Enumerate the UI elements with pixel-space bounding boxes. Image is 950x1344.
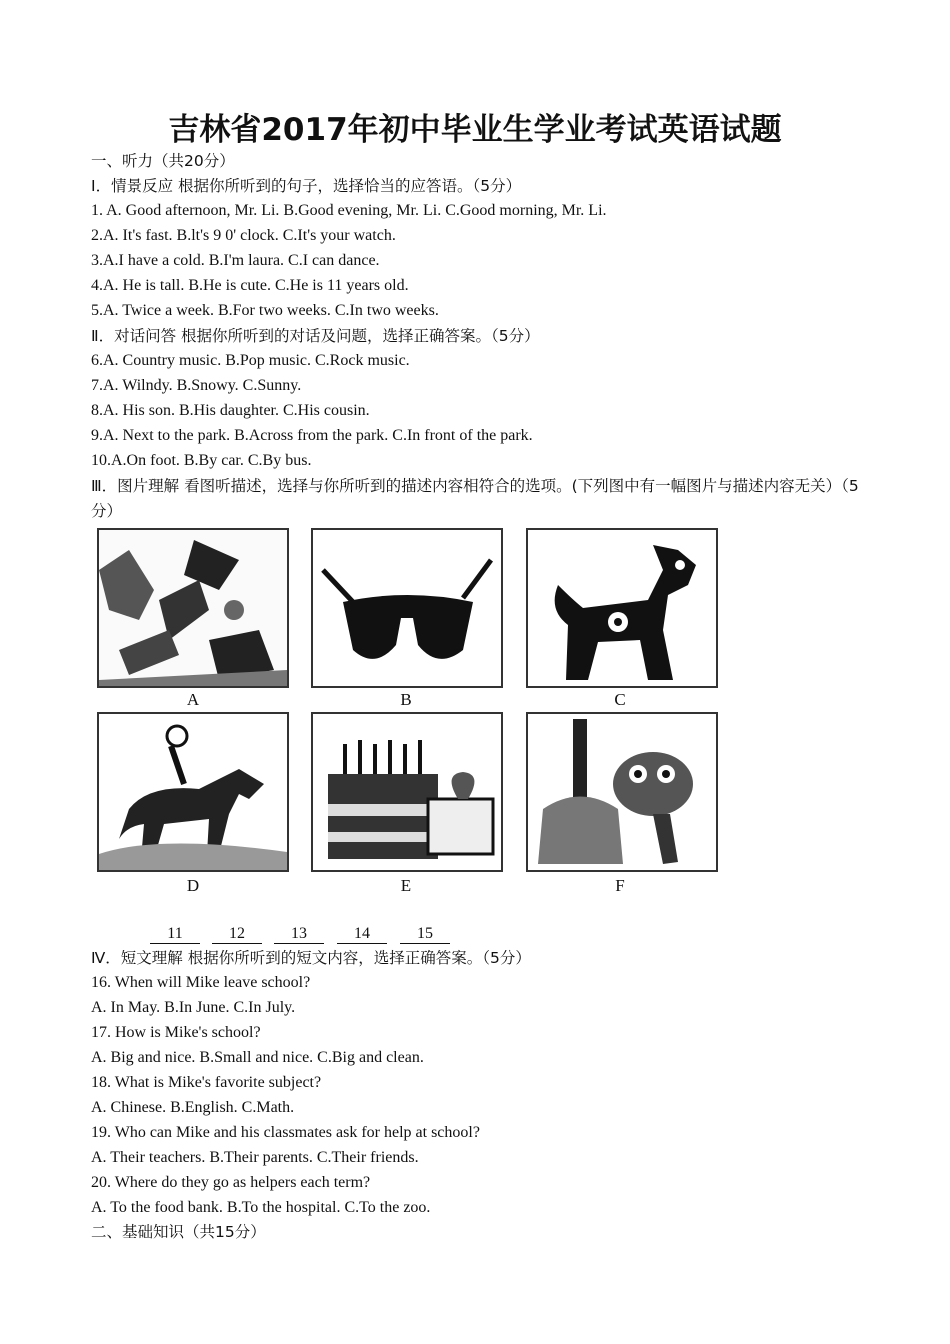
sunglasses-icon [313, 530, 501, 686]
question-9: 9.A. Next to the park. B.Across from the park. C.In front of the park. [91, 427, 533, 444]
answer-blank-11[interactable]: 11 [150, 924, 200, 944]
picture-d [97, 712, 289, 872]
answer-options-19: A. Their teachers. B.Their parents. C.Their friends. [91, 1149, 419, 1166]
part2-heading: Ⅱ．对话问答 根据你所听到的对话及问题，选择正确答案。（5分） [91, 327, 540, 345]
question-19: 19. Who can Mike and his classmates ask for help at school? [91, 1124, 480, 1141]
answer-options-16: A. In May. B.In June. C.In July. [91, 999, 296, 1016]
guitar-cat-icon [528, 714, 716, 870]
question-8: 8.A. His son. B.His daughter. C.His cousin. [91, 402, 370, 419]
picture-label-c: C [614, 690, 626, 709]
picture-e [311, 712, 503, 872]
picture-label-e: E [400, 876, 412, 895]
question-1: 1. A. Good afternoon, Mr. Li. B.Good evening, Mr. Li. C.Good morning, Mr. Li. [91, 202, 607, 219]
picture-a [97, 528, 289, 688]
question-10: 10.A.On foot. B.By car. C.By bus. [91, 452, 312, 469]
question-2: 2.A. It's fast. B.lt's 9 0' clock. C.It's your watch. [91, 227, 396, 244]
question-16: 16. When will Mike leave school? [91, 974, 311, 991]
question-7: 7.A. Wilndy. B.Snowy. C.Sunny. [91, 377, 302, 394]
picture-f [526, 712, 718, 872]
question-3: 3.A.I have a cold. B.I'm laura. C.I can dance. [91, 252, 380, 269]
question-18: 18. What is Mike's favorite subject? [91, 1074, 322, 1091]
question-17: 17. How is Mike's school? [91, 1024, 261, 1041]
answer-blank-14[interactable]: 14 [337, 924, 387, 944]
part3-heading: Ⅲ．图片理解 看图听描述，选择与你所听到的描述内容相符合的选项。(下列图中有一幅图片与描述内容无关）（5分） [91, 477, 859, 520]
question-20: 20. Where do they go as helpers each term? [91, 1174, 371, 1191]
birthday-cake-icon [313, 714, 501, 870]
answer-options-20: A. To the food bank. B.To the hospital. C.To the zoo. [91, 1199, 431, 1216]
picture-c [526, 528, 718, 688]
picture-label-d: D [186, 876, 200, 895]
section-heading-basics: 二、基础知识（共15分） [91, 1223, 266, 1241]
page-title: 吉林省2017年初中毕业生学业考试英语试题 [168, 112, 782, 148]
section-heading-listening: 一、听力（共20分） [91, 152, 235, 170]
part4-heading: Ⅳ．短文理解 根据你所听到的短文内容，选择正确答案。（5分） [91, 949, 531, 967]
dog-icon [528, 530, 716, 686]
question-6: 6.A. Country music. B.Pop music. C.Rock music. [91, 352, 410, 369]
part1-heading: I．情景反应 根据你所听到的句子，选择恰当的应答语。（5分） [91, 177, 522, 195]
horse-rider-icon [99, 714, 287, 870]
robot-crash-icon [99, 530, 287, 686]
picture-b [311, 528, 503, 688]
picture-label-f: F [615, 876, 625, 895]
answer-options-17: A. Big and nice. B.Small and nice. C.Big and clean. [91, 1049, 424, 1066]
answer-blank-15[interactable]: 15 [400, 924, 450, 944]
answer-options-18: A. Chinese. B.English. C.Math. [91, 1099, 295, 1116]
question-4: 4.A. He is tall. B.He is cute. C.He is 11 years old. [91, 277, 409, 294]
question-5: 5.A. Twice a week. B.For two weeks. C.In two weeks. [91, 302, 439, 319]
answer-blank-13[interactable]: 13 [274, 924, 324, 944]
picture-label-a: A [186, 690, 200, 709]
picture-label-b: B [400, 690, 412, 709]
answer-blank-12[interactable]: 12 [212, 924, 262, 944]
